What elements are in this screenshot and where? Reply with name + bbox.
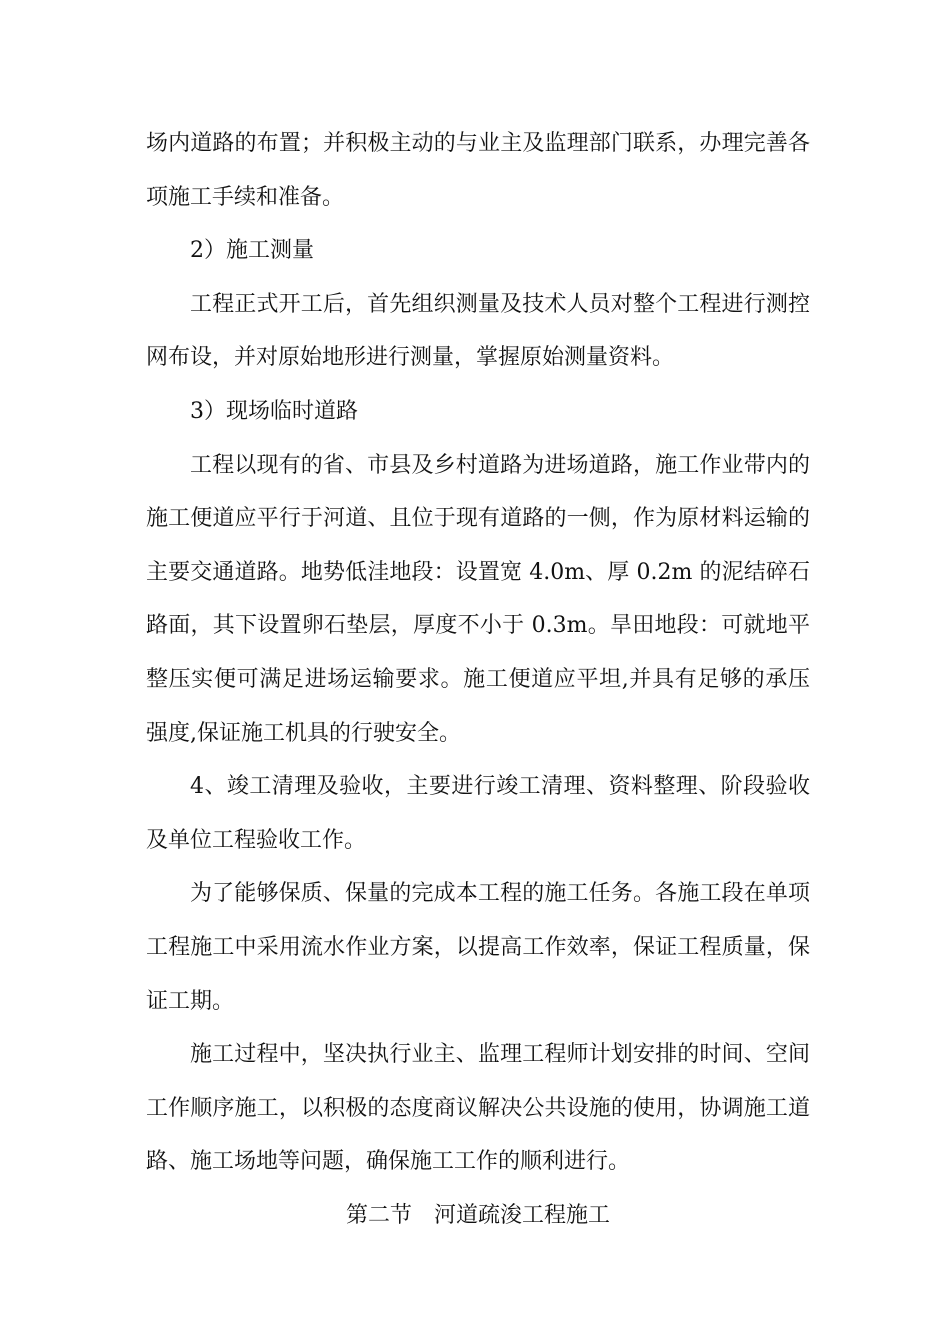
paragraph-survey: 工程正式开工后，首先组织测量及技术人员对整个工程进行测控网布设，并对原始地形进行测量，掌握原始测量资料。 [146,291,810,371]
paragraph-temporary-road: 工程以现有的省、市县及乡村道路为进场道路，施工作业带内的施工便道应平行于河道、且位于现有道路的一侧，作为原材料运输的主要交通道路。地势低洼地段：设置宽 4.0m、厚 0.2m 的泥结碎石路面，其下设置卵石垫层，厚度不小于 0.3m。旱田地段：可就地平整压实便可满足进场运输要求。施工便道应平坦,并具有足够的承压强度,保证施工机具的行驶安全。 [146,452,810,746]
subheading-temporary-road: 3）现场临时道路 [190,398,358,424]
document-page [146,117,810,1242]
subheading-survey: 2）施工测量 [190,238,314,264]
paragraph-continuation: 场内道路的布置；并积极主动的与业主及监理部门联系，办理完善各项施工手续和准备。 [146,131,810,210]
paragraph-process: 施工过程中，坚决执行业主、监理工程师计划安排的时间、空间工作顺序施工，以积极的态度商议解决公共设施的使用，协调施工道路、施工场地等问题，确保施工工作的顺利进行。 [146,1042,810,1175]
paragraph-quality: 为了能够保质、保量的完成本工程的施工任务。各施工段在单项工程施工中采用流水作业方案，以提高工作效率，保证工程质量，保证工期。 [146,881,810,1014]
section-heading: 第二节 河道疏浚工程施工 [345,1202,610,1228]
paragraph-completion: 4、竣工清理及验收，主要进行竣工清理、资料整理、阶段验收及单位工程验收工作。 [146,774,810,853]
